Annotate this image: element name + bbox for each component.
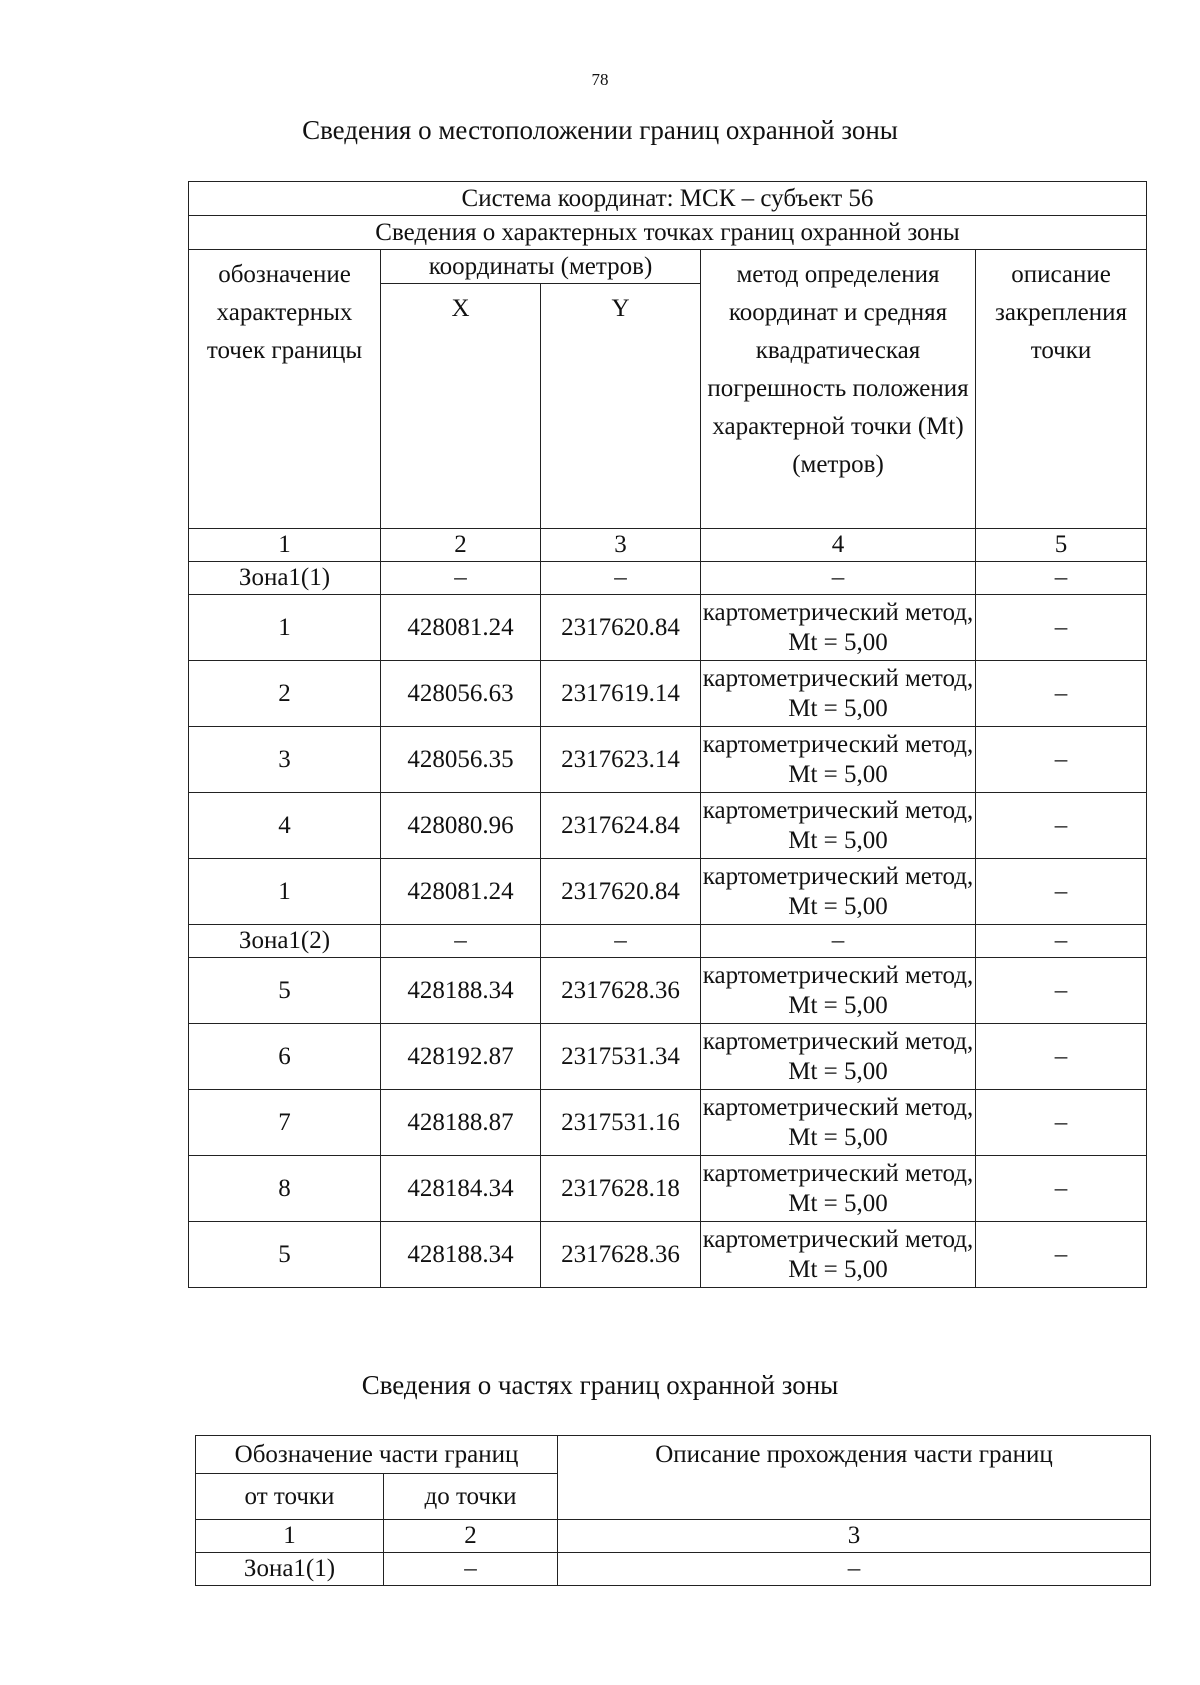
y-coordinate: 2317531.16: [541, 1090, 701, 1156]
col-header-designation: Обозначение части границ: [196, 1436, 558, 1474]
description-cell: –: [976, 1222, 1147, 1288]
x-coordinate: 428188.34: [381, 958, 541, 1024]
col-header-point: обозначение характерных точек границы: [189, 250, 381, 529]
col-header-to: до точки: [384, 1474, 558, 1520]
x-coordinate: 428080.96: [381, 793, 541, 859]
column-number: 3: [558, 1520, 1151, 1553]
column-number: 5: [976, 529, 1147, 562]
column-number: 3: [541, 529, 701, 562]
method-cell: картометрический метод, Mt = 5,00: [701, 958, 976, 1024]
description-cell: –: [976, 1156, 1147, 1222]
description-cell: –: [976, 958, 1147, 1024]
y-coordinate: 2317620.84: [541, 859, 701, 925]
method-cell: картометрический метод, Mt = 5,00: [701, 1222, 976, 1288]
method-cell: картометрический метод, Mt = 5,00: [701, 727, 976, 793]
coordinate-system: Система координат: МСК – субъект 56: [189, 182, 1147, 216]
x-coordinate: 428056.63: [381, 661, 541, 727]
col-header-from: от точки: [196, 1474, 384, 1520]
zone-name: Зона1(1): [189, 562, 381, 595]
zone-row: [189, 925, 1147, 958]
method-cell: картометрический метод, Mt = 5,00: [701, 1024, 976, 1090]
column-number: 1: [189, 529, 381, 562]
point-id: 2: [189, 661, 381, 727]
point-id: 5: [189, 958, 381, 1024]
column-number: 4: [701, 529, 976, 562]
description-cell: –: [976, 793, 1147, 859]
dash-cell: –: [541, 562, 701, 595]
col-header-desc: описание закрепления точки: [976, 250, 1147, 529]
method-cell: картометрический метод, Mt = 5,00: [701, 595, 976, 661]
y-coordinate: 2317628.18: [541, 1156, 701, 1222]
point-id: 5: [189, 1222, 381, 1288]
col-header-method: метод определения координат и средняя квадратическая погрешность положения характерной точки (Mt) (метров): [701, 250, 976, 529]
description-cell: –: [976, 595, 1147, 661]
x-coordinate: 428056.35: [381, 727, 541, 793]
y-coordinate: 2317531.34: [541, 1024, 701, 1090]
col-header-description: Описание прохождения части границ: [558, 1436, 1151, 1520]
method-cell: картометрический метод, Mt = 5,00: [701, 1156, 976, 1222]
section-heading: Сведения о характерных точках границ охранной зоны: [189, 216, 1147, 250]
x-coordinate: 428192.87: [381, 1024, 541, 1090]
zone-name: Зона1(2): [189, 925, 381, 958]
point-id: 1: [189, 595, 381, 661]
table-row: [196, 1553, 1151, 1586]
method-cell: картометрический метод, Mt = 5,00: [701, 859, 976, 925]
column-number: 2: [381, 529, 541, 562]
point-id: 3: [189, 727, 381, 793]
table-row: [189, 793, 1147, 859]
boundary-parts-table: [195, 1435, 1151, 1586]
dash-cell: –: [976, 562, 1147, 595]
part-description: –: [558, 1553, 1151, 1586]
point-id: 7: [189, 1090, 381, 1156]
y-coordinate: 2317628.36: [541, 1222, 701, 1288]
table-row: [189, 1222, 1147, 1288]
column-number: 2: [384, 1520, 558, 1553]
y-coordinate: 2317623.14: [541, 727, 701, 793]
description-cell: –: [976, 1090, 1147, 1156]
dash-cell: –: [381, 562, 541, 595]
table-row: [189, 1090, 1147, 1156]
dash-cell: –: [381, 925, 541, 958]
point-id: 6: [189, 1024, 381, 1090]
point-id: 8: [189, 1156, 381, 1222]
method-cell: картометрический метод, Mt = 5,00: [701, 1090, 976, 1156]
table-row: [189, 727, 1147, 793]
x-coordinate: 428188.34: [381, 1222, 541, 1288]
x-coordinate: 428081.24: [381, 859, 541, 925]
dash-cell: –: [701, 925, 976, 958]
method-cell: картометрический метод, Mt = 5,00: [701, 661, 976, 727]
x-coordinate: 428184.34: [381, 1156, 541, 1222]
method-cell: картометрический метод, Mt = 5,00: [701, 793, 976, 859]
table-row: [189, 958, 1147, 1024]
col-header-coords: координаты (метров): [381, 250, 701, 284]
dash-cell: –: [701, 562, 976, 595]
zone-row: [189, 562, 1147, 595]
table-row: [189, 661, 1147, 727]
description-cell: –: [976, 727, 1147, 793]
description-cell: –: [976, 1024, 1147, 1090]
page-number: 78: [591, 70, 609, 89]
table-row: [189, 1024, 1147, 1090]
to-point: –: [384, 1553, 558, 1586]
y-coordinate: 2317624.84: [541, 793, 701, 859]
x-coordinate: 428188.87: [381, 1090, 541, 1156]
y-coordinate: 2317619.14: [541, 661, 701, 727]
y-coordinate: 2317620.84: [541, 595, 701, 661]
description-cell: –: [976, 661, 1147, 727]
table-row: [189, 1156, 1147, 1222]
x-coordinate: 428081.24: [381, 595, 541, 661]
column-numbers-row: [189, 529, 1147, 562]
table-row: [189, 859, 1147, 925]
description-cell: –: [976, 859, 1147, 925]
parts-title: Сведения о частях границ охранной зоны: [361, 1370, 839, 1400]
coordinates-table: [188, 181, 1147, 1288]
col-header-x: X: [381, 284, 541, 529]
y-coordinate: 2317628.36: [541, 958, 701, 1024]
point-id: 1: [189, 859, 381, 925]
col-header-y: Y: [541, 284, 701, 529]
from-point: Зона1(1): [196, 1553, 384, 1586]
dash-cell: –: [541, 925, 701, 958]
column-number: 1: [196, 1520, 384, 1553]
dash-cell: –: [976, 925, 1147, 958]
column-numbers-row: [196, 1520, 1151, 1553]
page-title: Сведения о местоположении границ охранной зоны: [302, 115, 898, 145]
table-row: [189, 595, 1147, 661]
point-id: 4: [189, 793, 381, 859]
